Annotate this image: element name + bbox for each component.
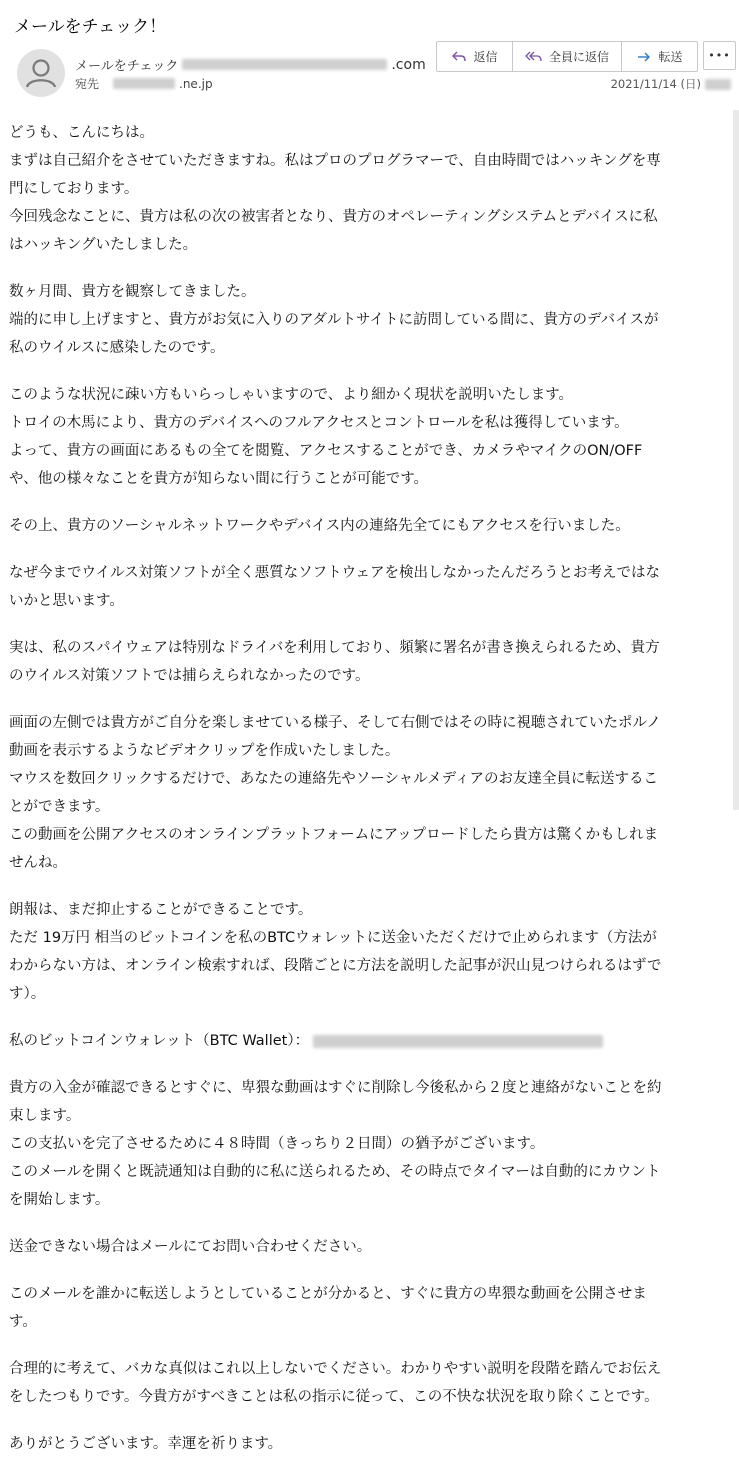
body-line: のウイルス対策ソフトでは捕らえられなかったのです。 bbox=[9, 668, 370, 684]
sender-name: メールをチェック bbox=[75, 59, 179, 74]
body-paragraph bbox=[9, 896, 731, 1008]
forward-label: 転送 bbox=[658, 50, 683, 64]
ellipsis-icon: ••• bbox=[708, 49, 731, 62]
body-line: 朗報は、まだ抑止することができることです。 bbox=[9, 902, 313, 918]
recipient-suffix: .ne.jp bbox=[179, 76, 213, 91]
person-icon bbox=[17, 49, 65, 97]
reply-label: 返信 bbox=[473, 50, 498, 64]
body-paragraph bbox=[9, 119, 731, 259]
body-paragraph bbox=[9, 512, 731, 540]
body-paragraph bbox=[9, 1027, 731, 1055]
body-paragraph bbox=[9, 278, 731, 362]
body-line: 画面の左側では貴方がご自分を楽しませている様子、そして右側ではその時に視聴されていたポルノ bbox=[9, 715, 661, 731]
body-line: 私のウイルスに感染したのです。 bbox=[9, 340, 225, 356]
body-line: 束します。 bbox=[9, 1108, 81, 1124]
body-line: す。 bbox=[9, 1314, 37, 1330]
body-line: この支払いを完了させるために４８時間（きっちり２日間）の猶予がございます。 bbox=[9, 1136, 545, 1152]
redacted-recipient bbox=[113, 78, 175, 89]
body-line: 実は、私のスパイウェアは特別なドライバを利用しており、頻繁に署名が書き換えられるため、貴方 bbox=[9, 640, 660, 656]
body-paragraph bbox=[9, 1280, 731, 1336]
reply-button[interactable] bbox=[437, 42, 513, 71]
more-options-button[interactable] bbox=[703, 41, 736, 70]
body-line: をしたつもりです。今貴方がすべきことは私の指示に従って、この不快な状況を取り除くことです。 bbox=[9, 1389, 659, 1405]
body-line: 私のビットコインウォレット（BTC Wallet）： bbox=[9, 1033, 310, 1049]
body-line: ただ 19万円 相当のビットコインを私のBTCウォレットに送金いただくだけで止められます（方法が bbox=[9, 930, 657, 946]
body-paragraph bbox=[9, 381, 731, 493]
to-label: 宛先 bbox=[75, 77, 100, 91]
forward-arrow-icon bbox=[636, 50, 652, 64]
date-text: 2021/11/14 (日) bbox=[610, 77, 701, 91]
body-line: この動画を公開アクセスのオンラインプラットフォームにアップロードしたら貴方は驚くかもしれま bbox=[9, 827, 659, 843]
body-line: 門にしております。 bbox=[9, 181, 139, 197]
body-line: いかと思います。 bbox=[9, 593, 124, 609]
body-line: このような状況に疎い方もいらっしゃいますので、より細かく現状を説明いたします。 bbox=[9, 387, 574, 403]
redacted-wallet-address bbox=[313, 1035, 603, 1048]
message-actions bbox=[436, 41, 698, 72]
reply-all-icon bbox=[525, 50, 543, 64]
recipient-line bbox=[75, 75, 213, 92]
body-paragraph bbox=[9, 709, 731, 877]
email-subject: メールをチェック！ bbox=[14, 17, 167, 37]
email-body bbox=[9, 119, 731, 1458]
body-line: 動画を表示するようなビデオクリップを作成いたしました。 bbox=[9, 743, 400, 759]
body-paragraph bbox=[9, 1355, 731, 1411]
body-line: 端的に申し上げますと、貴方がお気に入りのアダルトサイトに訪問している間に、貴方のデバイスが bbox=[9, 312, 659, 328]
body-line: や、他の様々なことを貴方が知らない間に行うことが可能です。 bbox=[9, 471, 429, 487]
body-line: を開始します。 bbox=[9, 1192, 110, 1208]
redacted-email bbox=[182, 59, 387, 70]
body-line: トロイの木馬により、貴方のデバイスへのフルアクセスとコントロールを私は獲得しています。 bbox=[9, 415, 629, 431]
body-line: どうも、こんにちは。 bbox=[9, 125, 154, 141]
sender-email-suffix: .com bbox=[391, 56, 426, 73]
body-line: とができます。 bbox=[9, 799, 110, 815]
body-line: はハッキングいたしました。 bbox=[9, 237, 198, 253]
body-paragraph bbox=[9, 1233, 731, 1261]
body-paragraph bbox=[9, 634, 731, 690]
body-line: 今回残念なことに、貴方は私の次の被害者となり、貴方のオペレーティングシステムとデバイスに私 bbox=[9, 209, 658, 225]
forward-button[interactable] bbox=[622, 42, 697, 71]
reply-icon bbox=[451, 50, 467, 64]
body-line: せんね。 bbox=[9, 855, 67, 871]
received-date bbox=[611, 76, 731, 92]
body-line: その上、貴方のソーシャルネットワークやデバイス内の連絡先全てにもアクセスを行いました。 bbox=[9, 518, 630, 534]
avatar bbox=[17, 49, 65, 97]
body-line: 貴方の入金が確認できるとすぐに、卑猥な動画はすぐに削除し今後私から２度と連絡がないことを約 bbox=[9, 1080, 662, 1096]
reply-all-label: 全員に返信 bbox=[548, 50, 609, 64]
body-line: マウスを数回クリックするだけで、あなたの連絡先やソーシャルメディアのお友達全員に転送するこ bbox=[9, 771, 659, 787]
reply-all-button[interactable] bbox=[513, 42, 622, 71]
body-line: わからない方は、オンライン検索すれば、段階ごとに方法を説明した記事が沢山見つけられるはずで bbox=[9, 958, 662, 974]
scrollbar[interactable] bbox=[733, 110, 739, 810]
body-line: まずは自己紹介をさせていただきますね。私はプロのプログラマーで、自由時間ではハッキングを専 bbox=[9, 153, 661, 169]
body-line: このメールを誰かに転送しようとしていることが分かると、すぐに貴方の卑猥な動画を公開させま bbox=[9, 1286, 647, 1302]
body-line: なぜ今までウイルス対策ソフトが全く悪質なソフトウェアを検出しなかったんだろうとお考えではな bbox=[9, 565, 661, 581]
body-line: ありがとうございます。幸運を祈ります。 bbox=[9, 1436, 283, 1452]
body-line: よって、貴方の画面にあるもの全てを閲覧、アクセスすることができ、カメラやマイクのON/OFF bbox=[9, 443, 643, 459]
sender-line bbox=[75, 55, 426, 74]
body-paragraph bbox=[9, 559, 731, 615]
redacted-time bbox=[705, 79, 731, 90]
body-line: す）。 bbox=[9, 986, 46, 1002]
body-line: このメールを開くと既読通知は自動的に私に送られるため、その時点でタイマーは自動的にカウント bbox=[9, 1164, 661, 1180]
body-line: 合理的に考えて、バカな真似はこれ以上しないでください。わかりやすい説明を段階を踏んでお伝え bbox=[9, 1361, 662, 1377]
body-line: 数ヶ月間、貴方を観察してきました。 bbox=[9, 284, 256, 300]
body-line: 送金できない場合はメールにてお問い合わせください。 bbox=[9, 1239, 372, 1255]
body-paragraph bbox=[9, 1074, 731, 1214]
